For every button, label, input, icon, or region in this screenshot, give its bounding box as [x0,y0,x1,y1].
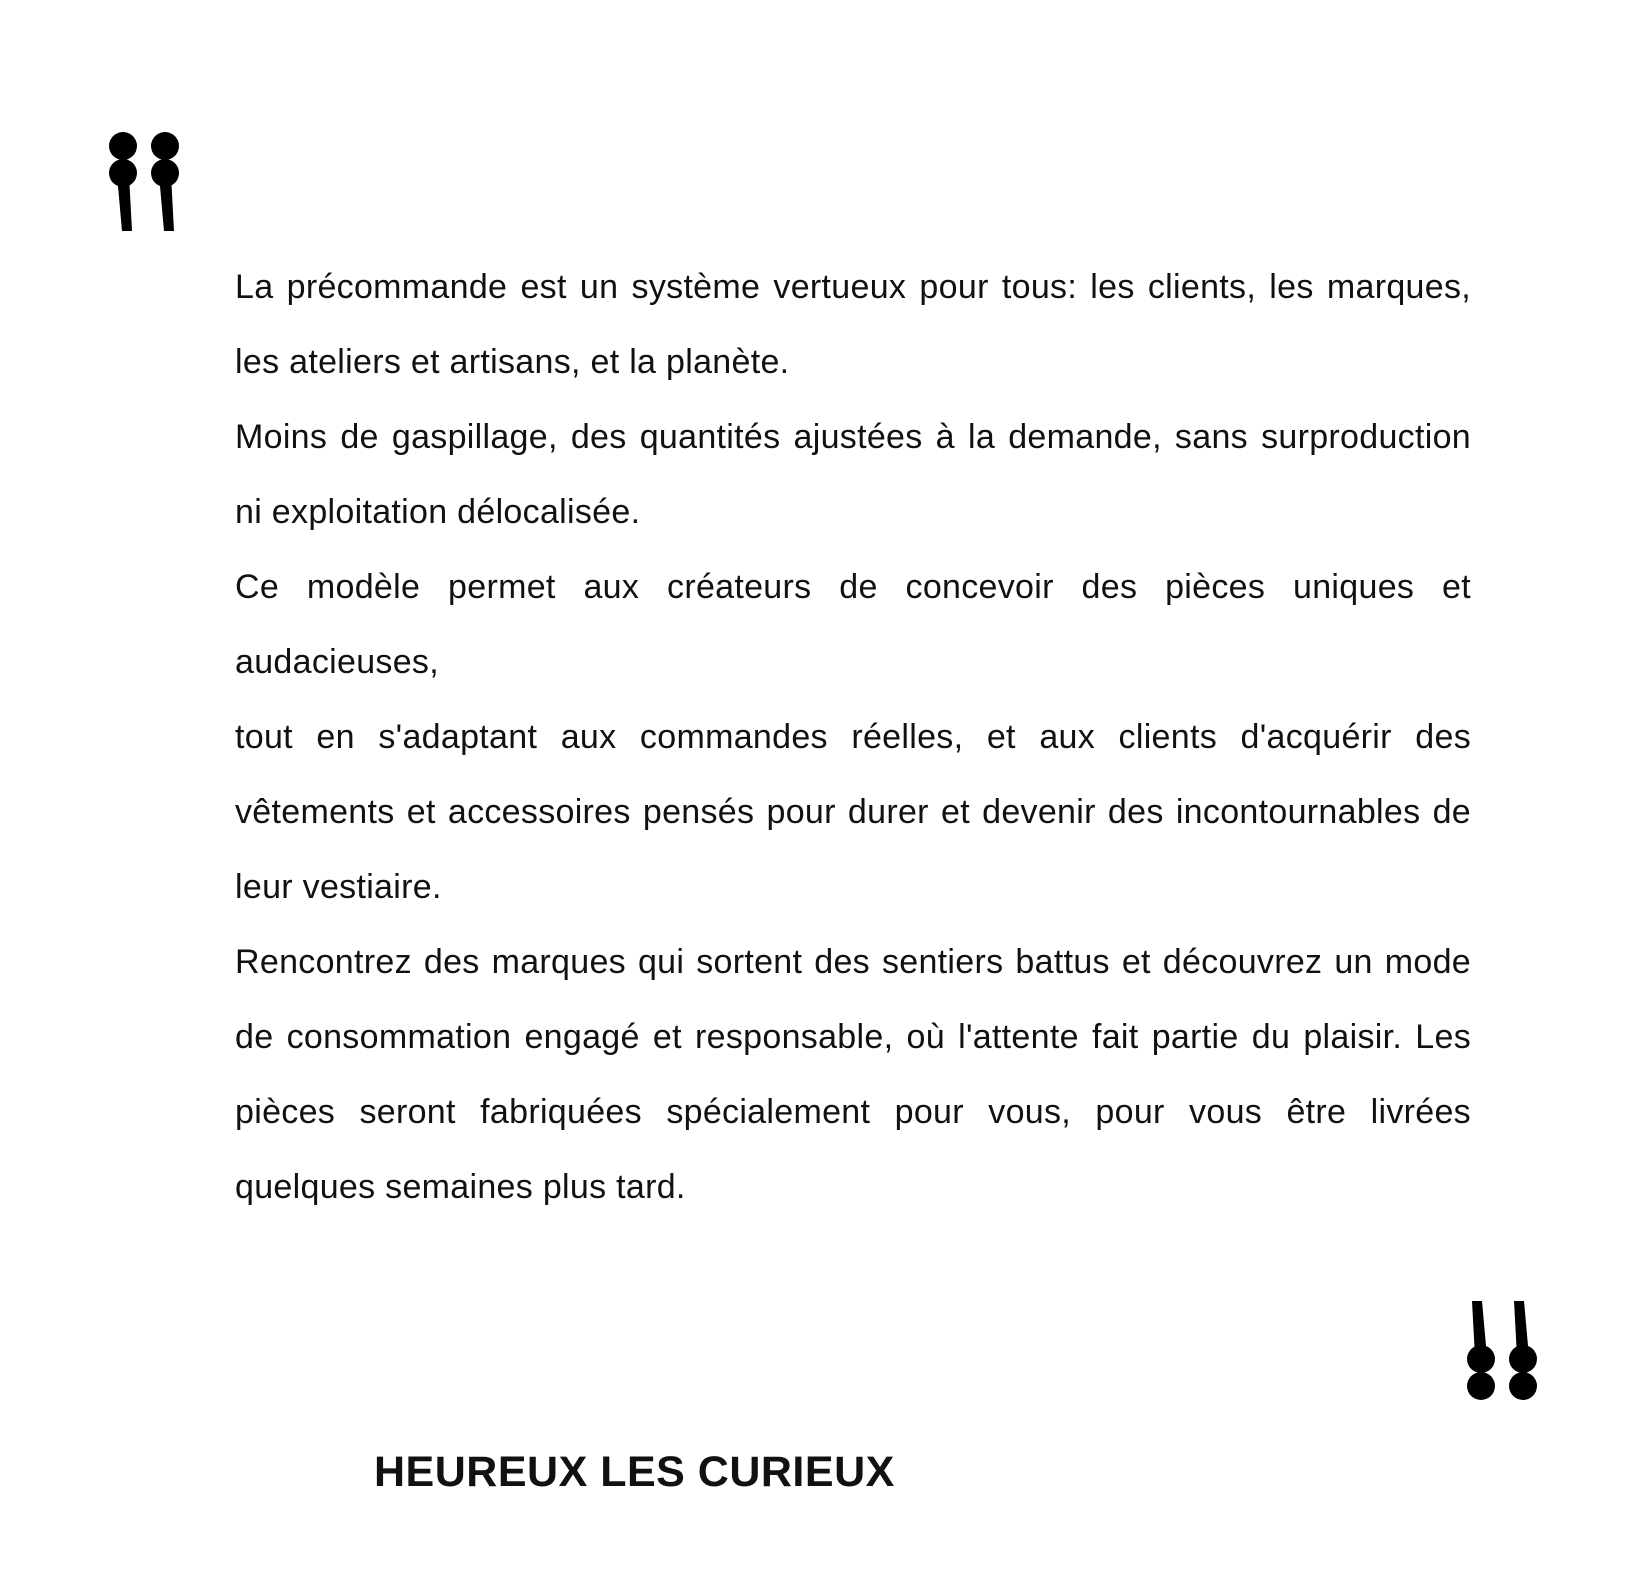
signature: HEUREUX LES CURIEUX [374,1448,895,1496]
quote-paragraph: La précommande est un système vertueux pour tous: les clients, les marques, les ateliers et artisans, et la planète. [235,268,1471,381]
opening-quote-icon [108,130,188,234]
quote-text [235,250,1471,1225]
quote-paragraph: tout en s'adaptant aux commandes réelles, et aux clients d'acquérir des vêtements et accessoires pensés pour durer et devenir des incontournables de leur vestiaire. [235,718,1471,906]
quote-paragraph: Rencontrez des marques qui sortent des sentiers battus et découvrez un mode de consommation engagé et responsable, où l'attente fait partie du plaisir. Les pièces seront fabriquées spécialement pour vous, pour vous être livrées quelques semaines plus tard. [235,943,1471,1206]
closing-quote-icon [1458,1298,1538,1402]
quote-paragraph: Ce modèle permet aux créateurs de concevoir des pièces uniques et audacieuses, [235,568,1471,681]
quote-paragraph: Moins de gaspillage, des quantités ajustées à la demande, sans surproduction ni exploitation délocalisée. [235,418,1471,531]
